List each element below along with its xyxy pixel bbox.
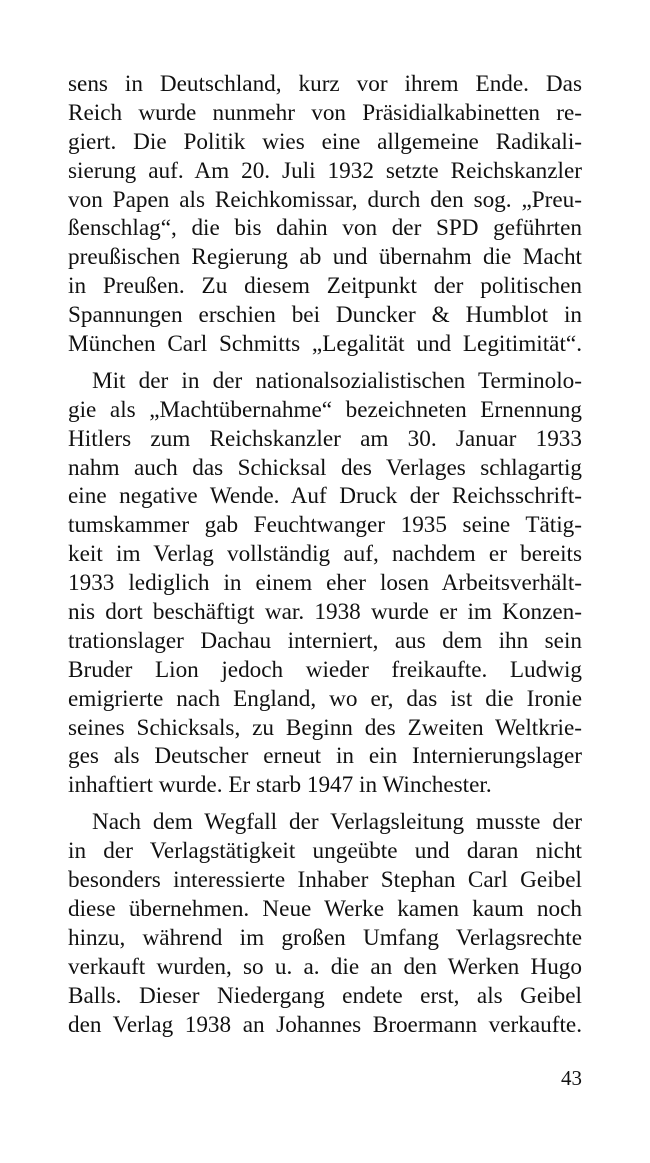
text-line: eine negative Wende. Auf Druck der Reichsschrift-	[68, 483, 582, 510]
document-page	[68, 70, 582, 1039]
text-line: Spannungen erschien bei Duncker & Humblot in	[68, 302, 582, 329]
text-line: ßenschlag“, die bis dahin von der SPD geführten	[68, 215, 582, 242]
page-number: 43	[561, 1066, 582, 1090]
text-line: Reich wurde nunmehr von Präsidialkabinetten re-	[68, 99, 582, 126]
text-line: nahm auch das Schicksal des Verlages schlagartig	[68, 454, 582, 481]
paragraph-2	[68, 367, 582, 800]
text-line: den Verlag 1938 an Johannes Broermann verkaufte.	[68, 1011, 582, 1038]
text-line: Hitlers zum Reichskanzler am 30. Januar 1933	[68, 425, 582, 452]
text-line: München Carl Schmitts „Legalität und Legitimität“.	[68, 331, 582, 358]
text-line: sierung auf. Am 20. Juli 1932 setzte Reichskanzler	[68, 157, 582, 184]
text-line: giert. Die Politik wies eine allgemeine Radikali-	[68, 128, 582, 155]
text-line: keit im Verlag vollständig auf, nachdem er bereits	[68, 541, 582, 568]
text-line: Bruder Lion jedoch wieder freikaufte. Ludwig	[68, 656, 582, 683]
text-line: trationslager Dachau interniert, aus dem ihn sein	[68, 627, 582, 654]
text-line: emigrierte nach England, wo er, das ist die Ironie	[68, 685, 582, 712]
text-line: gie als „Machtübernahme“ bezeichneten Ernennung	[68, 396, 582, 423]
text-line: hinzu, während im großen Umfang Verlagsrechte	[68, 924, 582, 951]
text-line: in Preußen. Zu diesem Zeitpunkt der politischen	[68, 273, 582, 300]
text-line: 1933 lediglich in einem eher losen Arbeitsverhält-	[68, 570, 582, 597]
text-line: sens in Deutschland, kurz vor ihrem Ende. Das	[68, 71, 582, 97]
text-line: tumskammer gab Feuchtwanger 1935 seine Tätig-	[68, 512, 582, 539]
paragraph-1	[68, 70, 582, 359]
text-line: inhaftiert wurde. Er starb 1947 in Winchester.	[68, 772, 492, 799]
text-line: diese übernehmen. Neue Werke kamen kaum noch	[68, 895, 582, 922]
text-line: in der Verlagstätigkeit ungeübte und daran nicht	[68, 838, 582, 865]
text-line: von Papen als Reichkomissar, durch den sog. „Preu-	[68, 186, 582, 213]
text-line: Nach dem Wegfall der Verlagsleitung musste der	[92, 809, 582, 836]
text-line: ges als Deutscher erneut in ein Internierungslager	[68, 743, 582, 770]
text-line: nis dort beschäftigt war. 1938 wurde er im Konzen-	[68, 599, 582, 626]
text-line: Balls. Dieser Niedergang endete erst, als Geibel	[68, 982, 582, 1009]
text-line: preußischen Regierung ab und übernahm die Macht	[68, 244, 582, 271]
text-line: besonders interessierte Inhaber Stephan Carl Geibel	[68, 867, 582, 894]
text-line: verkauft wurden, so u. a. die an den Werken Hugo	[68, 953, 582, 980]
paragraph-3	[68, 808, 582, 1039]
text-line: Mit der in der nationalsozialistischen Terminolo-	[92, 367, 582, 394]
text-line: seines Schicksals, zu Beginn des Zweiten Weltkrie-	[68, 714, 582, 741]
